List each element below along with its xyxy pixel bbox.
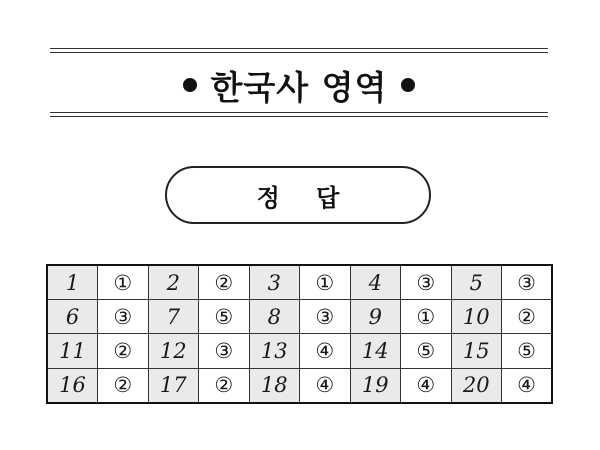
question-number: 12 bbox=[148, 334, 199, 368]
question-number: 19 bbox=[350, 368, 401, 403]
top-rule-inner bbox=[50, 52, 548, 53]
bullet-left-icon bbox=[183, 78, 197, 92]
bottom-rule-outer bbox=[50, 116, 548, 117]
section-title-text: 한국사 영역 bbox=[210, 67, 388, 107]
question-number: 18 bbox=[249, 368, 300, 403]
question-number: 1 bbox=[47, 265, 98, 300]
answer-choice: ② bbox=[199, 368, 250, 403]
table-row bbox=[47, 300, 552, 334]
question-number: 4 bbox=[350, 265, 401, 300]
bullet-right-icon bbox=[401, 78, 415, 92]
answer-choice: ⑤ bbox=[199, 300, 250, 334]
answer-choice: ① bbox=[401, 300, 452, 334]
question-number: 9 bbox=[350, 300, 401, 334]
answer-choice: ② bbox=[199, 265, 250, 300]
question-number: 17 bbox=[148, 368, 199, 403]
question-number: 15 bbox=[451, 334, 502, 368]
answer-choice: ⑤ bbox=[502, 334, 553, 368]
answer-choice: ④ bbox=[300, 334, 351, 368]
answer-key-badge bbox=[165, 166, 431, 224]
table-row bbox=[47, 265, 552, 300]
answer-choice: ④ bbox=[401, 368, 452, 403]
question-number: 6 bbox=[47, 300, 98, 334]
top-rule-outer bbox=[50, 48, 548, 49]
bottom-rule-inner bbox=[50, 112, 548, 113]
answer-choice: ④ bbox=[502, 368, 553, 403]
answer-choice: ③ bbox=[502, 265, 553, 300]
question-number: 13 bbox=[249, 334, 300, 368]
answer-choice: ① bbox=[98, 265, 149, 300]
answer-key-label: 정 답 bbox=[256, 183, 354, 212]
question-number: 11 bbox=[47, 334, 98, 368]
table-row bbox=[47, 368, 552, 403]
answer-choice: ② bbox=[502, 300, 553, 334]
answer-choice: ③ bbox=[300, 300, 351, 334]
answer-table bbox=[46, 264, 553, 404]
question-number: 3 bbox=[249, 265, 300, 300]
question-number: 20 bbox=[451, 368, 502, 403]
question-number: 8 bbox=[249, 300, 300, 334]
answer-choice: ③ bbox=[98, 300, 149, 334]
answer-choice: ⑤ bbox=[401, 334, 452, 368]
table-row bbox=[47, 334, 552, 368]
answer-choice: ③ bbox=[199, 334, 250, 368]
answer-choice: ② bbox=[98, 334, 149, 368]
answer-choice: ④ bbox=[300, 368, 351, 403]
section-title bbox=[50, 59, 548, 111]
answer-choice: ② bbox=[98, 368, 149, 403]
question-number: 10 bbox=[451, 300, 502, 334]
answer-choice: ① bbox=[300, 265, 351, 300]
question-number: 7 bbox=[148, 300, 199, 334]
question-number: 16 bbox=[47, 368, 98, 403]
question-number: 5 bbox=[451, 265, 502, 300]
question-number: 2 bbox=[148, 265, 199, 300]
answer-choice: ③ bbox=[401, 265, 452, 300]
question-number: 14 bbox=[350, 334, 401, 368]
